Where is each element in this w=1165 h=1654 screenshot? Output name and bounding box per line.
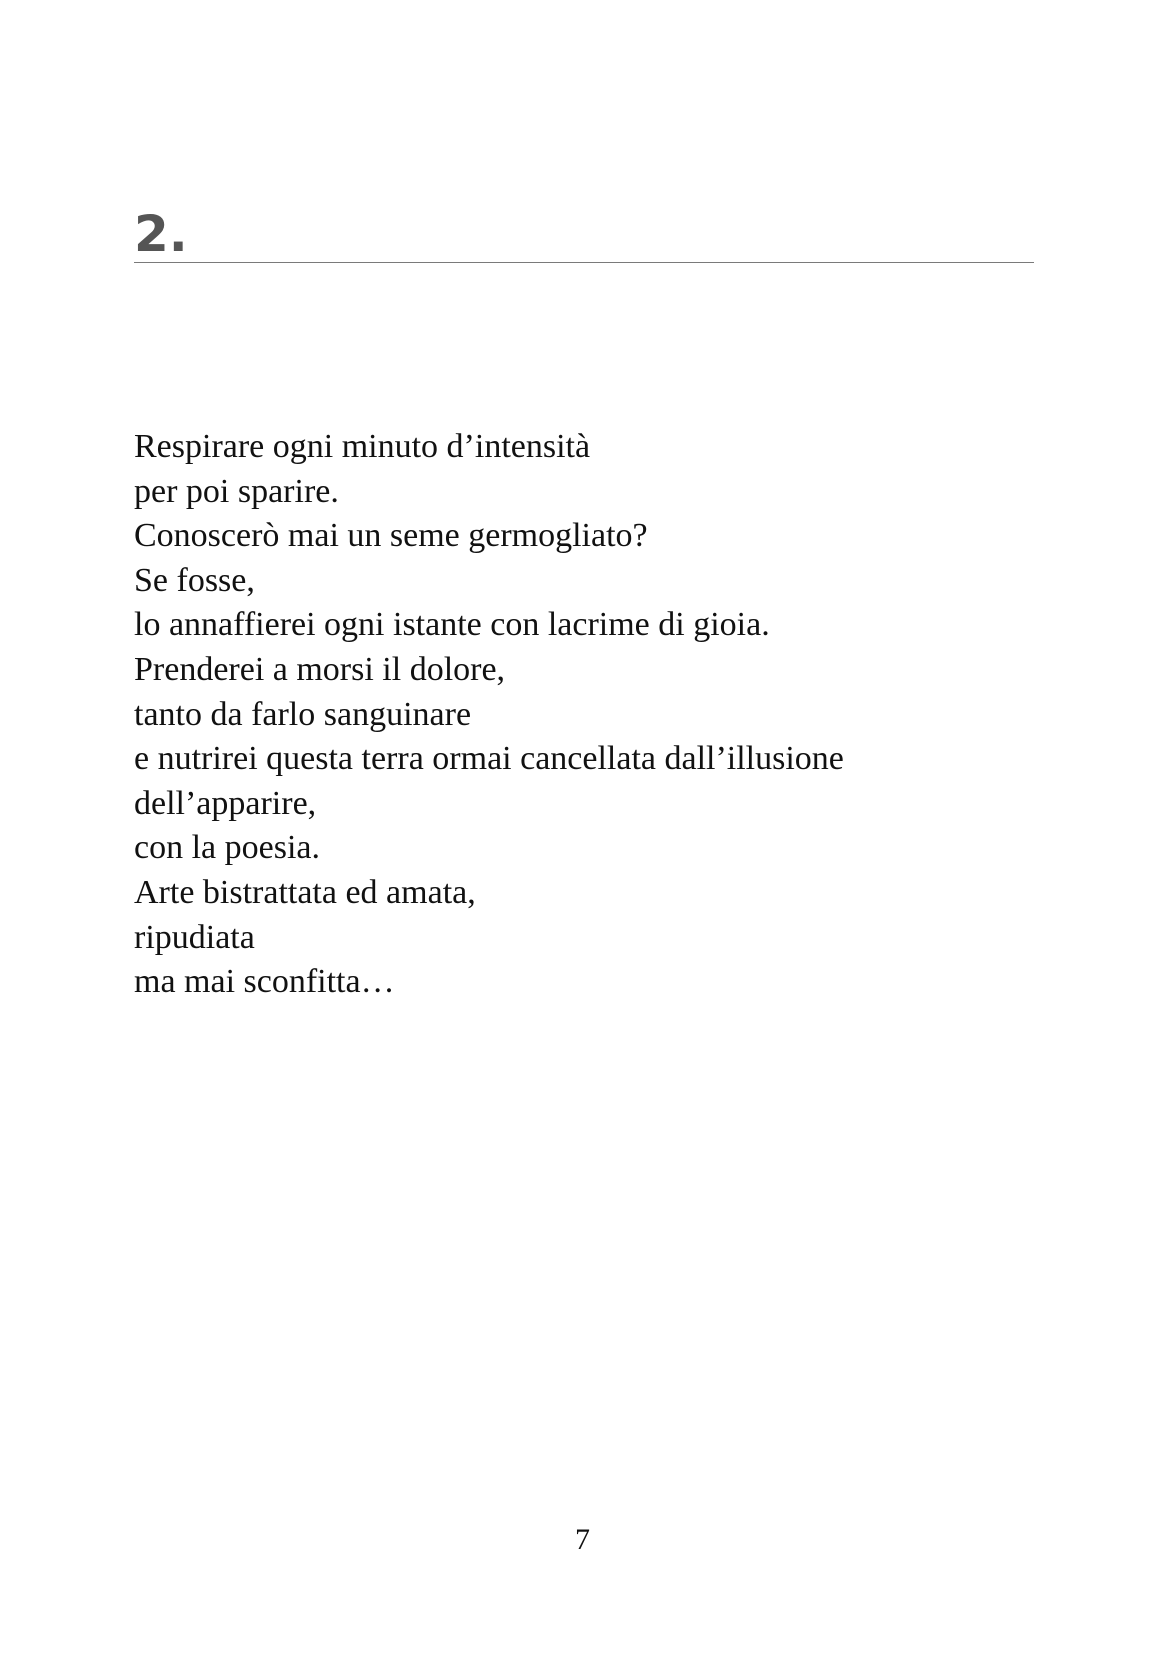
poem-line: e nutrirei questa terra ormai cancellata dall’illusione — [134, 740, 844, 778]
poem-body — [134, 425, 844, 1005]
page-number: 7 — [575, 1523, 590, 1556]
chapter-divider — [134, 262, 1034, 263]
poem-line: Arte bistrattata ed amata, — [134, 873, 476, 911]
poem-line: lo annaffierei ogni istante con lacrime di gioia. — [134, 606, 770, 644]
poem-line: Se fosse, — [134, 561, 255, 599]
poem-line: dell’apparire, — [134, 784, 317, 822]
poem-line: Prenderei a morsi il dolore, — [134, 650, 506, 688]
poem-line: Conoscerò mai un seme germogliato? — [134, 517, 648, 555]
poem-line: per poi sparire. — [134, 472, 339, 510]
chapter-number: 2. — [134, 205, 188, 263]
poem-line: con la poesia. — [134, 829, 320, 867]
poem-line: ma mai sconfitta… — [134, 963, 395, 1001]
chapter-header — [134, 206, 1034, 263]
poem-line: ripudiata — [134, 918, 255, 956]
poem-line: tanto da farlo sanguinare — [134, 695, 472, 733]
poem-line: Respirare ogni minuto d’intensità — [134, 428, 591, 465]
